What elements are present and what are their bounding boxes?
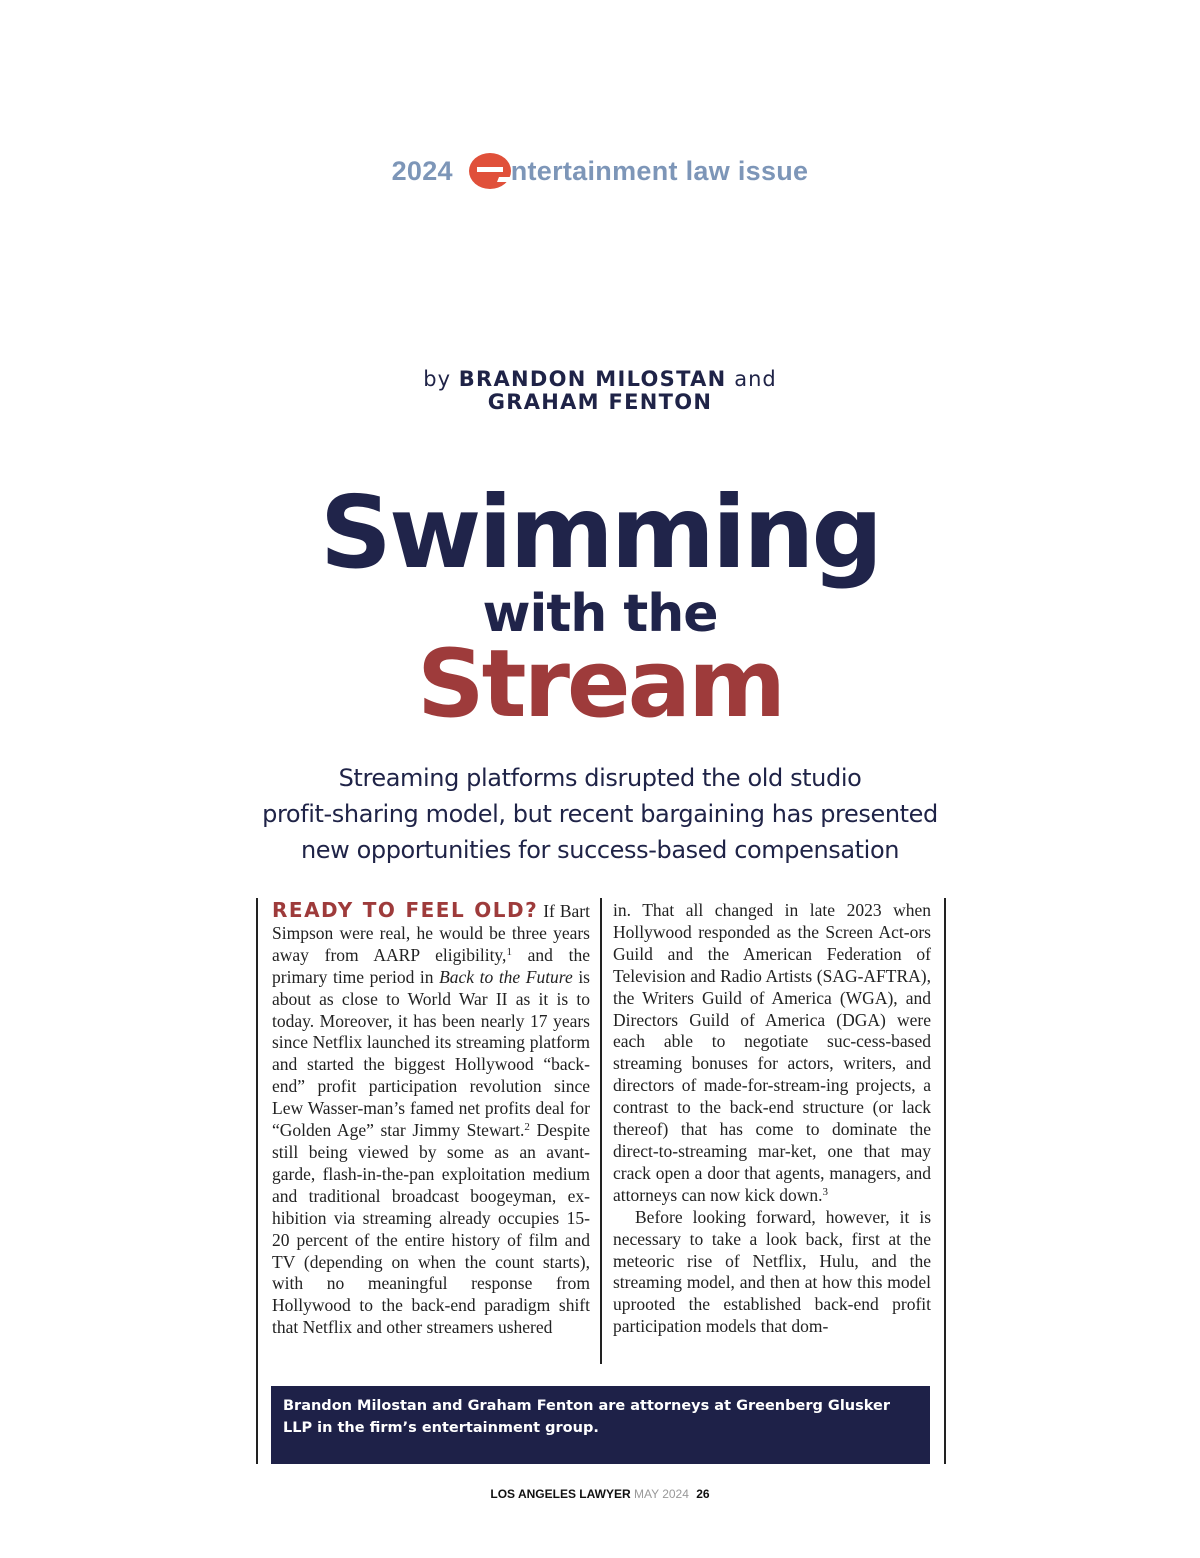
deck-line-2: profit-sharing model, but recent bargaining has presented (262, 800, 938, 828)
body-paragraph (613, 900, 931, 1207)
byline (0, 368, 1200, 414)
author-2: GRAHAM FENTON (487, 390, 713, 414)
film-title: Back to the Future (439, 966, 573, 987)
magazine-name: LOS ANGELES LAWYER (490, 1487, 631, 1501)
deck-line-1: Streaming platforms disrupted the old studio (338, 764, 862, 792)
body-paragraph (272, 900, 590, 1339)
issue-title: ntertainment law issue (510, 156, 809, 186)
footnote-ref: 1 (506, 945, 512, 958)
body-text: in. That all changed in late 2023 when Hollywood responded as the Screen Act-ors Guild and the American Federation of Television and Radio Artists (SAG-AFTRA), the Writers Guild of America (WGA), and Directors Guild of America (DGA) were each able to negotiate suc-cess-based streaming bonuses for actors, writers, and directors of made-for-stream-ing projects, a contrast to the back-end structure (or lack thereof) that has come to dominate the direct-to-streaming mar-ket, one that may crack open a door that agents, managers, and attorneys can now kick down. (613, 900, 931, 1205)
column-rule-left (256, 898, 258, 1464)
body-column-right (613, 900, 931, 1338)
title-line-3: Stream (416, 630, 784, 739)
deck-subtitle (0, 760, 1200, 868)
title-line-1: Swimming (319, 474, 881, 591)
column-rule-middle (600, 898, 602, 1364)
page-footer (0, 1487, 1200, 1501)
body-text: If Bart Simpson were real, he would be three years away from AARP eligibility, (272, 901, 590, 965)
footnote-ref: 2 (524, 1121, 530, 1134)
column-rule-right (944, 898, 946, 1464)
page-number: 26 (696, 1487, 710, 1501)
deck-line-3: new opportunities for success-based compensation (300, 836, 900, 864)
body-column-left (272, 900, 590, 1339)
body-text: and the primary time period in (272, 944, 591, 987)
issue-date: MAY 2024 (633, 1487, 689, 1501)
body-paragraph: Before looking forward, however, it is necessary to take a look back, first at the meteoric rise of Netflix, Hulu, and the streaming model, and then at how this model uprooted the established back-end profit participation models that dom- (613, 1206, 931, 1337)
issue-banner (0, 150, 1200, 190)
title-line-2: with the (482, 584, 718, 644)
author-1: BRANDON MILOSTAN (458, 367, 727, 391)
lead-in: READY TO FEEL OLD? (272, 898, 539, 922)
footnote-ref: 3 (822, 1185, 828, 1198)
body-text: Despite still being viewed by some as an avant-garde, flash-in-the-pan exploitation medium and traditional broadcast boogeyman, ex-hibition via streaming already occupies 15-20 percent of the entire history of film and TV (depending on when the count starts), with no meaningful response from Hollywood to the back-end paradigm shift that Netflix and other streamers ushered (272, 1120, 590, 1338)
byline-conjunction: and (726, 367, 777, 391)
body-text: is about as close to World War II as it is to today. Moreover, it has been nearly 17 years since Netflix launched its streaming platform and started the biggest Hollywood “back-end” profit participation revolution since Lew Wasser-man’s famed net profits deal for “Golden Age” star Jimmy Stewart. (272, 966, 590, 1141)
author-bio-box: Brandon Milostan and Graham Fenton are attorneys at Greenberg Glusker LLP in the firm’s entertainment group. (271, 1386, 930, 1464)
issue-year: 2024 (391, 156, 453, 186)
byline-prefix: by (423, 367, 459, 391)
entertainment-e-logo-icon (467, 150, 513, 190)
